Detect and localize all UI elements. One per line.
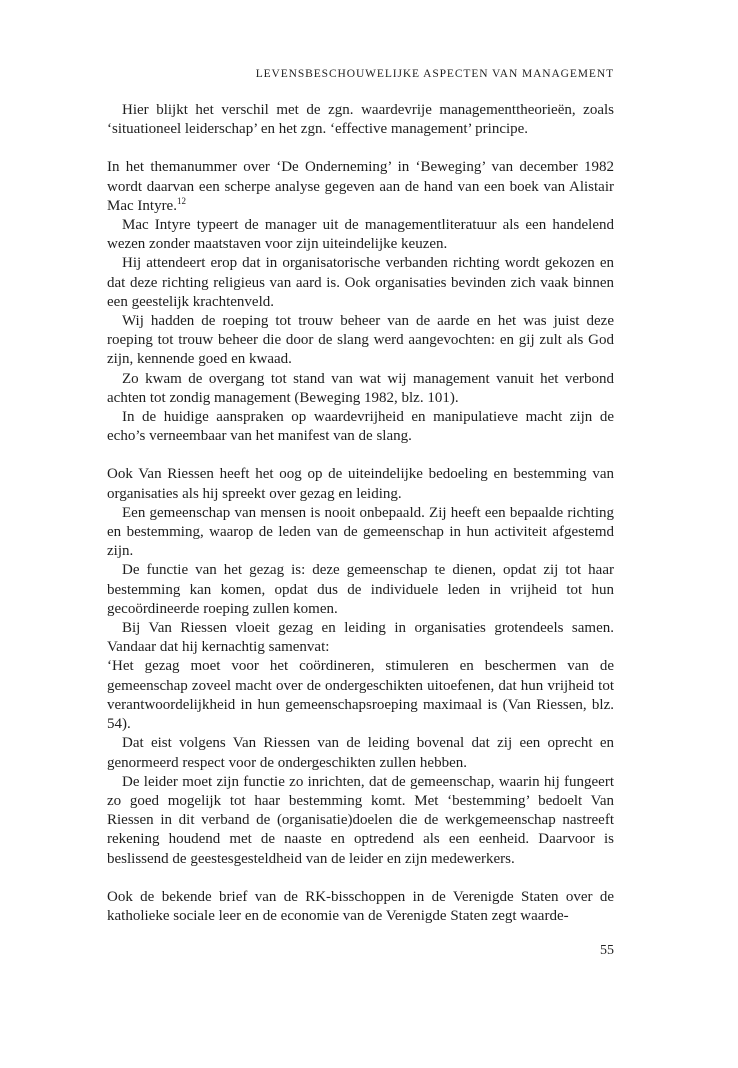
paragraph: Bij Van Riessen vloeit gezag en leiding in organisaties grotendeels samen. Vandaar dat hij kernachtig samenvat:	[107, 620, 614, 656]
paragraph: De leider moet zijn functie zo inrichten, dat de gemeenschap, waarin hij fungeert zo goed mogelijk tot haar bestemming komt. Met ‘bestemming’ bedoelt Van Riessen in dit verband de (organisatie)doelen die de werkgemeenschap nastreeft rekening houdend met de naaste en optredend als een eenheid. Daarvoor is beslissend de geestesgesteldheid van de leider en zijn medewerkers.	[107, 773, 614, 867]
paragraph: Hij attendeert erop dat in organisatorische verbanden richting wordt gekozen en dat deze richting religieus van aard is. Ook organisaties bevinden zich vaak binnen een geestelijk krachtenveld.	[107, 255, 614, 310]
paragraph: Mac Intyre typeert de manager uit de managementliteratuur als een handelend wezen zonder maatstaven voor zijn uiteindelijke keuzen.	[107, 217, 614, 253]
paragraph: Ook de bekende brief van de RK-bisschoppen in de Verenigde Staten over de katholieke sociale leer en de economie van de Verenigde Staten zegt waarde-	[107, 888, 614, 924]
paragraph: Wij hadden de roeping tot trouw beheer van de aarde en het was juist deze roeping tot trouw beheer die door de slang werd aangevochten: en gij zult als God zijn, kennende goed en kwaad.	[107, 313, 614, 368]
paragraph: Een gemeenschap van mensen is nooit onbepaald. Zij heeft een bepaalde richting en bestemming, waarop de leden van de gemeenschap in hun activiteit afgestemd zijn.	[107, 504, 614, 560]
paragraph: In de huidige aanspraken op waardevrijheid en manipulatieve macht zijn de echo’s verneembaar van het manifest van de slang.	[107, 409, 614, 445]
paragraph	[107, 158, 614, 216]
paragraph: Zo kwam de overgang tot stand van wat wij management vanuit het verbond achten tot zondig management (Beweging 1982, blz. 101).	[107, 370, 614, 406]
quotation: ‘Het gezag moet voor het coördineren, stimuleren en beschermen van de gemeenschap zoveel macht over de ondergeschikten uitoefenen, dat hun vrijheid tot verantwoordelijkheid in hun gemeenschapsroeping maximaal is (Van Riessen, blz. 54).	[107, 658, 614, 733]
paragraph: De functie van het gezag is: deze gemeenschap te dienen, opdat zij tot haar bestemming kan komen, opdat dus de individuele leden in vrijheid tot hun gecoördineerde roeping zullen komen.	[107, 562, 614, 617]
paragraph: Dat eist volgens Van Riessen van de leiding bovenal dat zij een oprecht en genormeerd respect voor de ondergeschikten zullen hebben.	[107, 735, 614, 771]
paragraph: Ook Van Riessen heeft het oog op de uiteindelijke bedoeling en bestemming van organisaties als hij spreekt over gezag en leiding.	[107, 466, 614, 502]
paragraph: Hier blijkt het verschil met de zgn. waardevrije managementtheorieën, zoals ‘situationeel leiderschap’ en het zgn. ‘effective management’ principe.	[107, 102, 614, 138]
footnote-ref: 12	[176, 195, 186, 206]
running-header: LEVENSBESCHOUWELIJKE ASPECTEN VAN MANAGEMENT	[255, 68, 614, 80]
page-number: 55	[600, 943, 614, 958]
paragraph-text: In het themanummer over ‘De Onderneming’ in ‘Beweging’ van december 1982 wordt daarvan een scherpe analyse gegeven aan de hand van een boek van Alistair Mac Intyre.	[107, 159, 614, 214]
body-text	[107, 101, 614, 926]
